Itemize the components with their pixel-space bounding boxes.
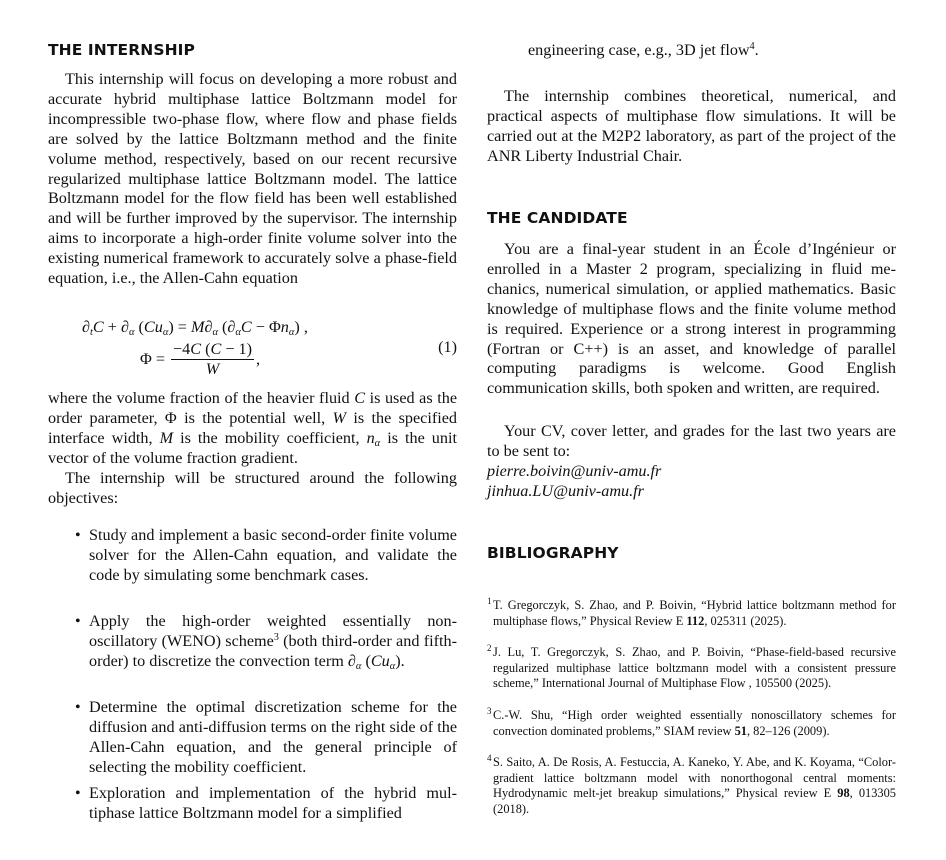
bibliography-entry	[487, 645, 896, 692]
objective-item: • Apply the high-order weighted essentially non-oscillatory (WENO) scheme$^3$ (both third-order and fifth-order) to discretize the convection term $\partial_\alpha$ $(Cu_\alpha)$.	[75, 612, 457, 672]
internship-summary-paragraph: The internship combines theoretical, numerical, and practical aspects of multiphase flow simulations. It will be carried out at the M2P2 laboratory, as part of the project of the ANR Liberty Industrial Chair.	[487, 87, 896, 165]
internship-intro-paragraph: This internship will focus on developing a more robust and accurate hybrid multiphase lattice Boltzmann model for incompressible two-phase flow, where flow and phase fields are solved by the lattice Boltzmann method and the finite volume method, respectively, based on our recent recursive regularized multiphase lattice Boltzmann model. The lattice Boltzmann model for the flow field has been well established and will be further improved by the supervisor. The internship aims to incorporate a high-order finite volume solver into the existing numerical framework to accurately solve a phase-field equation, i.e., the Allen-Cahn equation	[48, 70, 457, 288]
bullet-icon: •	[75, 699, 81, 716]
variables-paragraph: where the volume fraction of the heavier fluid C is used as the order parameter, Φ is the potential well, W is the specified interface width, M is the mobility coefficient, $n_\alpha$ is the unit vector of the volume fraction gradient.	[48, 389, 458, 467]
bibliography-text: J. Lu, T. Gregorczyk, S. Zhao, and P. Boivin, “Phase-field-based recursive regularized multiphase lattice boltzmann model with a consistent pressure scheme,” International Journal of Multiphase Flow , 105500 (2025).	[493, 645, 896, 691]
equation-lhs: Φ =	[140, 349, 166, 368]
citation-ref: 4	[749, 41, 755, 52]
objective-item	[75, 784, 457, 824]
bibliography-entry	[487, 708, 896, 739]
section-heading-candidate: THE CANDIDATE	[487, 209, 628, 227]
equation-number: (1)	[438, 338, 457, 356]
bibliography-text: C.-W. Shu, “High order weighted essentially nonoscillatory schemes for convection dominated problems,” SIAM review 51, 82–126 (2009).	[493, 708, 896, 738]
bibliography-number: 1	[487, 596, 492, 606]
equation-denominator: W	[205, 360, 220, 378]
contact-email-boivin[interactable]: pierre.boivin@univ-amu.fr	[487, 462, 662, 480]
section-heading-internship: THE INTERNSHIP	[48, 41, 195, 59]
bibliography-number: 2	[487, 643, 492, 653]
bullet-icon: •	[75, 527, 81, 544]
objective-item	[75, 526, 457, 586]
objective-text: Apply the high-order weighted essentially non-oscillatory (WENO) scheme	[89, 612, 457, 650]
objective-item	[75, 698, 457, 778]
bibliography-number: 3	[487, 706, 492, 716]
equation-trailing-comma: ,	[256, 349, 261, 368]
bullet-icon: •	[75, 785, 81, 802]
bibliography-text: T. Gregorczyk, S. Zhao, and P. Boivin, “Hybrid lattice boltzmann method for multiphase flows,” Physical Review E 112, 025311 (2025).	[493, 598, 896, 628]
bibliography-text: S. Saito, A. De Rosis, A. Festuccia, A. Kaneko, Y. Abe, and K. Koyama, “Color-gradient lattice boltzmann model with nonorthogonal central moments: Hydrodynamic melt-jet breakup simulations,” Physical review E 98, 013305 (2018).	[493, 755, 896, 816]
objective-text: Study and implement a basic second-order finite volume solver for the Allen-Cahn equation, and validate the code by simulating some benchmark cases.	[89, 526, 457, 584]
candidate-profile-paragraph: You are a final-year student in an École d’Ingénieur or enrolled in a Master 2 program, specializing in fluid mechanics, numerical simulation, or applied mathematics. Basic knowledge of multiphase flows and the finite volume method is required. Experience or a strong interest in programming (Fortran or C++) is an asset, and knowledge of parallel computing paradigms is welcome. Good English communication skills, both spoken and written, are required.	[487, 240, 896, 398]
equation-line-1: $\partial_tC + \partial_\alpha$ $(Cu_\alpha) = M\partial_\alpha$ $(\partial_\alpha C - \Phi n_\alpha)$ ,	[82, 318, 308, 338]
equation-fraction	[171, 340, 254, 379]
equation-numerator: −4C (C − 1)	[173, 340, 253, 358]
application-paragraph: Your CV, cover letter, and grades for the last two years are to be sent to:	[487, 422, 896, 460]
objectives-intro-paragraph: The internship will be structured around the following objectives:	[48, 469, 457, 507]
objective-text: Determine the optimal discretization scheme for the diffusion and anti-diffusion terms on the right side of the Allen-Cahn equation, and the general principle of selecting the mobility coefficient.	[89, 698, 457, 776]
bibliography-entry	[487, 755, 896, 817]
objective-text: Exploration and implementation of the hybrid multiphase lattice Boltzmann model for a simplified	[89, 784, 457, 822]
citation-ref: 3	[273, 631, 279, 643]
contact-email-lu[interactable]: jinhua.LU@univ-amu.fr	[487, 482, 644, 500]
equation-line-2	[140, 340, 260, 379]
objective-continuation: engineering case, e.g., 3D jet flow$^4$.	[528, 41, 759, 59]
bullet-icon: •	[75, 613, 81, 630]
bibliography-entry	[487, 598, 896, 629]
section-heading-bibliography: BIBLIOGRAPHY	[487, 544, 619, 562]
bibliography-number: 4	[487, 753, 492, 763]
